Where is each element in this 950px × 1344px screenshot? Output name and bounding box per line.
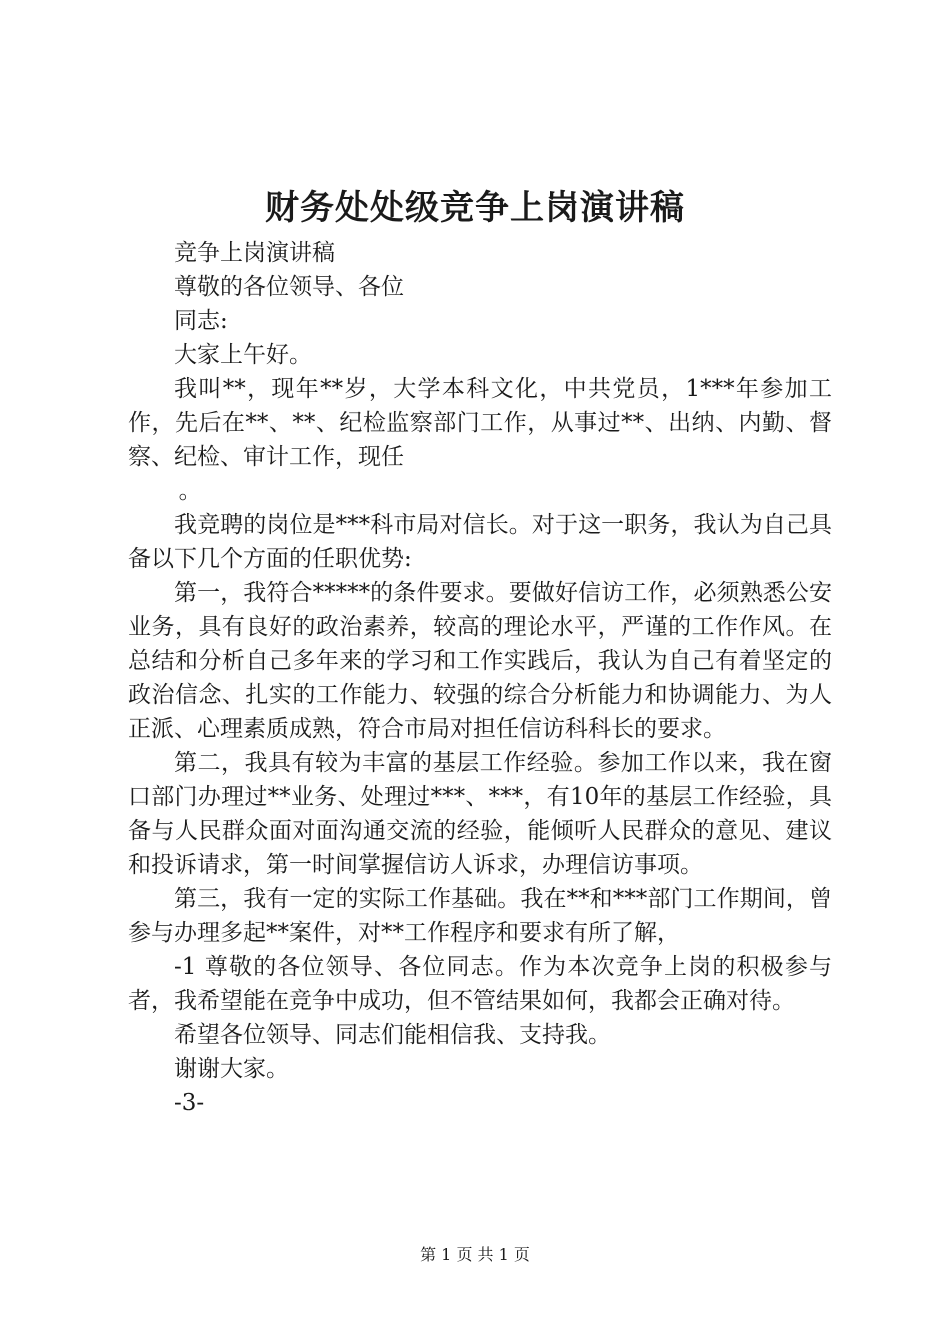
paragraph-period: 。 — [178, 478, 202, 504]
paragraph-thanks: 谢谢大家。 — [174, 1056, 289, 1082]
document-title: 财务处处级竞争上岗演讲稿 — [265, 188, 685, 228]
paragraph-heading: 竞争上岗演讲稿 — [174, 240, 335, 266]
paragraph-position: 我竞聘的岗位是***科市局对信长。对于这一职务，我认为自己具备以下几个方面的任职优势: — [128, 512, 832, 572]
paragraph-intro: 我叫**，现年**岁，大学本科文化，中共党员，1***年参加工作，先后在**、**、纪检监察部门工作，从事过**、出纳、内勤、督察、纪检、审计工作，现任 — [128, 376, 832, 470]
paragraph-first: 第一，我符合*****的条件要求。要做好信访工作，必须熟悉公安业务，具有良好的政治素养，较高的理论水平，严谨的工作作风。在总结和分析自己多年来的学习和工作实践后，我认为自己有着坚定的政治信念、扎实的工作能力、较强的综合分析能力和协调能力、为人正派、心理素质成熟，符合市局对担任信访科科长的要求。 — [128, 580, 832, 742]
document-body — [128, 236, 832, 1120]
paragraph-third: 第三，我有一定的实际工作基础。我在**和***部门工作期间，曾参与办理多起**案件，对**工作程序和要求有所了解， — [128, 886, 832, 946]
page-footer: 第 1 页 共 1 页 — [420, 1245, 530, 1264]
paragraph-attitude: -1 尊敬的各位领导、各位同志。作为本次竞争上岗的积极参与者，我希望能在竞争中成功，但不管结果如何，我都会正确对待。 — [128, 954, 832, 1014]
paragraph-second: 第二，我具有较为丰富的基层工作经验。参加工作以来，我在窗口部门办理过**业务、处理过***、***，有10年的基层工作经验，具备与人民群众面对面沟通交流的经验，能倾听人民群众的意见、建议和投诉请求，第一时间掌握信访人诉求，办理信访事项。 — [128, 750, 832, 878]
paragraph-salutation-cont: 同志: — [174, 308, 228, 334]
paragraph-hope: 希望各位领导、同志们能相信我、支持我。 — [174, 1022, 611, 1048]
paragraph-salutation: 尊敬的各位领导、各位 — [174, 274, 404, 300]
paragraph-greeting: 大家上午好。 — [174, 342, 312, 368]
paragraph-page-mark: -3- — [174, 1090, 205, 1116]
